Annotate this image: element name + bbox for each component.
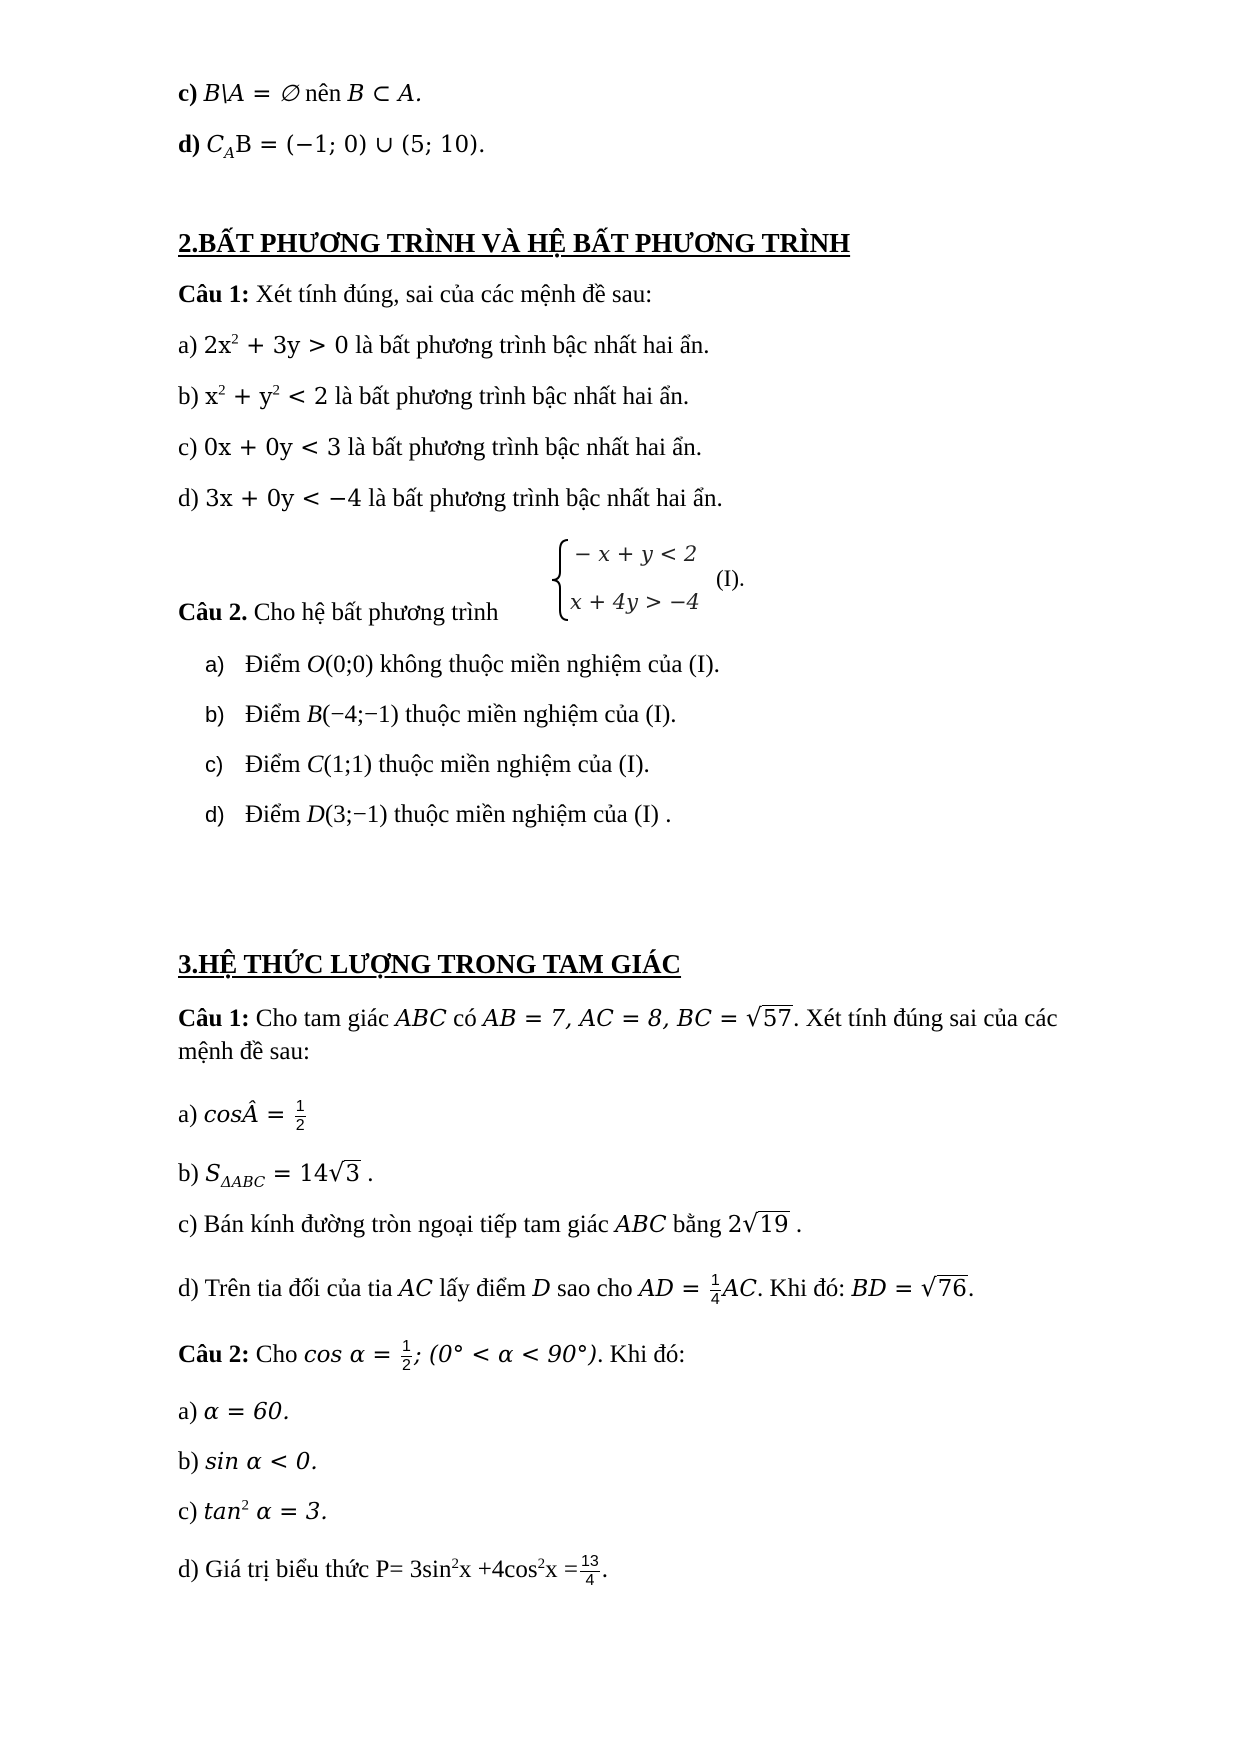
- denominator: 2: [402, 1357, 411, 1374]
- point-name: B: [306, 701, 323, 728]
- question-label: Câu 1:: [178, 1005, 250, 1032]
- item-label: a): [178, 1398, 204, 1425]
- question-text: Cho: [249, 1341, 304, 1369]
- item-text: x =: [545, 1556, 578, 1584]
- question-text: Cho tam giác: [249, 1005, 396, 1032]
- math-sup: 2: [272, 382, 280, 399]
- math-expr: B = (−1; 0) ∪ (5; 10).: [234, 132, 486, 158]
- section-2-heading: 2.BẤT PHƯƠNG TRÌNH VÀ HỆ BẤT PHƯƠNG TRÌNH: [178, 228, 851, 258]
- item-text: là bất phương trình bậc nhất hai ẩn.: [348, 332, 710, 359]
- question-text: có: [446, 1005, 484, 1032]
- math-sup: 2: [218, 382, 226, 399]
- denominator: 2: [295, 1117, 305, 1134]
- sec3-q1-stem-line2: mệnh đề sau:: [178, 1038, 310, 1065]
- denominator: 4: [585, 1572, 595, 1589]
- math-expr: ; (0° < α < 90°): [413, 1342, 598, 1369]
- radicand: 57: [762, 1006, 793, 1032]
- math-expr: C: [206, 132, 225, 158]
- math-expr: BD =: [851, 1276, 921, 1303]
- sec2-q1-item-b: [178, 382, 689, 412]
- fraction: [401, 1338, 412, 1375]
- sec3-q1-item-d: [178, 1272, 974, 1309]
- item-label: d): [205, 802, 225, 827]
- sec3-q1-item-b: [178, 1158, 374, 1189]
- item-label: c): [178, 80, 198, 107]
- sec3-q1-item-a: [178, 1098, 308, 1135]
- numerator: 1: [710, 1272, 720, 1289]
- math-expr: + y: [225, 384, 273, 410]
- item-text: nên: [298, 80, 348, 107]
- sqrt-expr: √3: [328, 1158, 361, 1187]
- math-expr: AB = 7, AC = 8, BC =: [483, 1006, 746, 1032]
- math-expr: cosÂ =: [203, 1102, 293, 1129]
- math-sup: 2: [451, 1555, 459, 1572]
- question-text: . Khi đó:: [597, 1341, 686, 1369]
- math-expr: α = 60.: [203, 1399, 290, 1425]
- question-text: Xét tính đúng, sai của các mệnh đề sau:: [249, 281, 653, 308]
- math-sub: A: [224, 144, 235, 162]
- item-label: c): [178, 434, 204, 461]
- numerator: 13: [581, 1553, 599, 1570]
- sec2-q2-item-c: [205, 750, 650, 780]
- sec2-q2-item-d: [205, 800, 672, 830]
- question-label: Câu 1:: [178, 281, 250, 308]
- prev-item-c: [178, 79, 422, 109]
- item-text: Bán kính đường tròn ngoại tiếp tam giác: [203, 1211, 616, 1238]
- sec3-q1-stem: [178, 1003, 1058, 1034]
- denominator: 4: [710, 1291, 720, 1308]
- prev-item-d: [178, 130, 485, 160]
- sec3-q2-item-a: [178, 1397, 290, 1427]
- math-sup: 2: [231, 331, 239, 348]
- item-text: sao cho: [550, 1275, 639, 1303]
- item-label: d): [178, 1556, 206, 1584]
- question-text: Cho hệ bất phương trình: [247, 599, 499, 626]
- item-label: b): [178, 1160, 206, 1187]
- system-equation-2: x + 4y > −4: [570, 590, 700, 614]
- math-expr: B ⊂ A.: [347, 81, 423, 107]
- fraction: [580, 1553, 600, 1590]
- numerator: 1: [295, 1098, 305, 1115]
- math-expr: sin α < 0.: [205, 1449, 318, 1475]
- sec2-q1-stem: [178, 280, 652, 310]
- item-text: không thuộc miền nghiệm của (I).: [373, 651, 720, 678]
- math-expr: AC: [398, 1276, 434, 1303]
- math-expr: α = 3.: [248, 1499, 328, 1525]
- item-text: . Khi đó:: [757, 1275, 852, 1303]
- math-sup: 2: [241, 1497, 249, 1514]
- point-coords: (1;1): [323, 751, 373, 778]
- radicand: 76: [937, 1276, 967, 1303]
- item-text: Điểm: [245, 651, 307, 678]
- question-label: Câu 2.: [178, 599, 248, 626]
- item-text: Điểm: [245, 801, 307, 828]
- point-coords: (−4;−1): [322, 701, 399, 728]
- item-label: c): [178, 1211, 204, 1238]
- math-expr: 2: [727, 1212, 743, 1238]
- math-expr: ABC: [395, 1006, 447, 1032]
- sec3-q2-item-b: [178, 1447, 318, 1477]
- section-3-heading: 3.HỆ THỨC LƯỢNG TRONG TAM GIÁC: [178, 949, 682, 979]
- math-expr: B\A = ∅: [203, 81, 299, 107]
- sec2-q2-item-a: [205, 650, 720, 680]
- sqrt-expr: √76: [920, 1273, 967, 1303]
- item-label: c): [205, 752, 224, 777]
- item-text: lấy điểm: [433, 1275, 533, 1303]
- math-expr: + 3y > 0: [238, 333, 349, 359]
- item-label: d): [178, 131, 201, 158]
- item-text: thuộc miền nghiệm của (I) .: [387, 801, 672, 828]
- item-text: thuộc miền nghiệm của (I).: [398, 701, 677, 728]
- item-text: Giá trị biểu thức P= 3sin: [205, 1556, 452, 1584]
- item-text: bằng: [666, 1211, 728, 1238]
- item-text: Điểm: [245, 751, 307, 778]
- math-expr: 3x + 0y < −4: [205, 486, 363, 512]
- math-expr: S: [205, 1161, 221, 1187]
- item-text: .: [789, 1211, 803, 1238]
- item-text: là bất phương trình bậc nhất hai ẩn.: [328, 383, 690, 410]
- math-expr: D: [532, 1276, 551, 1303]
- sec2-q1-item-c: [178, 433, 702, 463]
- math-sup: 2: [537, 1555, 546, 1572]
- sec2-q2-stem: [178, 598, 499, 628]
- point-coords: (3;−1): [324, 801, 388, 828]
- math-expr: 2x: [203, 333, 232, 359]
- sqrt-expr: √19: [742, 1209, 789, 1238]
- sqrt-expr: √57: [745, 1003, 793, 1032]
- item-label: d): [178, 1275, 205, 1303]
- item-label: a): [205, 652, 225, 677]
- sec2-q1-item-a: [178, 331, 710, 361]
- item-text: là bất phương trình bậc nhất hai ẩn.: [341, 434, 703, 461]
- item-label: c): [178, 1498, 204, 1525]
- item-text: là bất phương trình bậc nhất hai ẩn.: [362, 485, 723, 512]
- math-expr: x: [205, 384, 219, 410]
- sec3-q1-item-c: [178, 1209, 802, 1240]
- system-name: (I).: [716, 566, 745, 591]
- item-label: b): [178, 383, 206, 410]
- numerator: 1: [402, 1338, 411, 1355]
- sec3-q2-stem: [178, 1338, 685, 1375]
- item-label: b): [178, 1448, 206, 1475]
- point-name: C: [306, 751, 324, 778]
- item-text: Điểm: [245, 701, 307, 728]
- math-expr: = 14: [265, 1161, 329, 1187]
- item-label: a): [178, 1101, 204, 1129]
- item-label: a): [178, 332, 204, 359]
- item-text: .: [967, 1275, 975, 1303]
- math-expr: ABC: [615, 1212, 667, 1238]
- math-expr: < 2: [279, 384, 329, 410]
- math-expr: AD =: [638, 1276, 708, 1303]
- math-sub: ΔABC: [220, 1173, 266, 1191]
- fraction: [295, 1098, 306, 1135]
- radicand: 19: [759, 1212, 789, 1238]
- item-text: thuộc miền nghiệm của (I).: [372, 751, 650, 778]
- fraction: [710, 1272, 721, 1309]
- math-expr: tan: [203, 1499, 242, 1525]
- item-text: Trên tia đối của tia: [204, 1275, 399, 1303]
- sec2-q1-item-d: [178, 484, 723, 514]
- radicand: 3: [345, 1161, 361, 1187]
- point-name: D: [306, 801, 325, 828]
- item-label: d): [178, 485, 206, 512]
- sec3-q2-item-c: [178, 1497, 328, 1527]
- sec3-q2-item-d: [178, 1553, 608, 1590]
- item-text: .: [601, 1556, 609, 1584]
- question-text: . Xét tính đúng sai của các: [793, 1005, 1058, 1032]
- math-expr: AC: [722, 1276, 758, 1303]
- sec2-q2-item-b: [205, 700, 677, 730]
- item-text: x +4cos: [458, 1556, 538, 1584]
- point-name: O: [306, 651, 325, 678]
- question-label: Câu 2:: [178, 1341, 250, 1369]
- system-equation-1: − x + y < 2: [574, 542, 698, 566]
- math-expr: cos α =: [303, 1342, 400, 1369]
- math-expr: 0x + 0y < 3: [203, 435, 342, 461]
- item-label: b): [205, 702, 225, 727]
- point-coords: (0;0): [324, 651, 374, 678]
- item-text: .: [361, 1160, 374, 1187]
